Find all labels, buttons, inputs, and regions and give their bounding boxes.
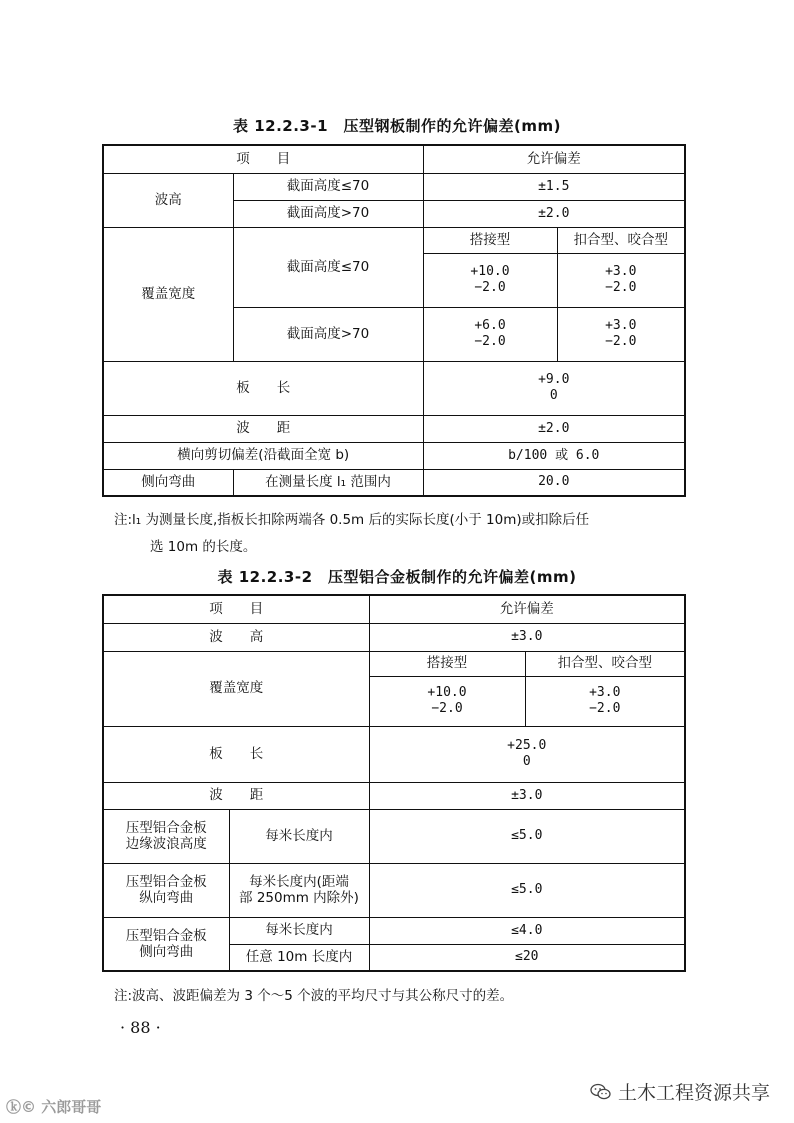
t1-boju-v: ±2.0 [423,415,685,442]
t1-cexiang: 侧向弯曲 [103,469,233,496]
t1-cexiang-v: 20.0 [423,469,685,496]
t1-banchang: 板 长 [103,361,423,415]
t2-bogao: 波 高 [103,623,369,651]
t2-r3-v1: ≤4.0 [369,917,685,944]
page-number: · 88 · [120,1018,161,1037]
t2-r3-sub2: 任意 10m 长度内 [229,944,369,971]
table1-note-line2: 选 10m 的长度。 [150,539,257,555]
t2-r1-v: ≤5.0 [369,809,685,863]
table2-note: 注:波高、波距偏差为 3 个～5 个波的平均尺寸与其公称尺寸的差。 [114,988,514,1004]
table2-caption: 表 12.2.3-2 压型铝合金板制作的允许偏差(mm) [217,568,577,586]
watermark-right-text: 土木工程资源共享 [618,1082,771,1104]
watermark-left: ⓚ© 六郎哥哥 [6,1098,102,1116]
t1-fg-le70-kouhe: +3.0 −2.0 [557,253,685,307]
t2-header-item: 项 目 [103,595,369,623]
t1-fg-jm-gt70: 截面高度>70 [233,307,423,361]
table1-note-line1: 注:l₁ 为测量长度,指板长扣除两端各 0.5m 后的实际长度(小于 10m)或扣除后任 [114,512,590,528]
t1-boju: 波 距 [103,415,423,442]
wechat-icon [590,1083,612,1101]
t1-jm-le70: 截面高度≤70 [233,173,423,200]
t2-r1-label: 压型铝合金板 边缘波浪高度 [103,809,229,863]
t1-header-item: 项 目 [103,145,423,173]
t1-bogao-v1: ±1.5 [423,173,685,200]
t2-bogao-v: ±3.0 [369,623,685,651]
t1-fg-jm-le70: 截面高度≤70 [233,227,423,307]
t2-kouhe: 扣合型、咬合型 [525,651,685,676]
t2-dajie: 搭接型 [369,651,525,676]
t2-fg-kouhe: +3.0 −2.0 [525,676,685,726]
t1-fg-le70-dajie: +10.0 −2.0 [423,253,557,307]
t2-header-deviation: 允许偏差 [369,595,685,623]
t2-fugai: 覆盖宽度 [103,651,369,726]
t2-r2-label: 压型铝合金板 纵向弯曲 [103,863,229,917]
t2-r2-v: ≤5.0 [369,863,685,917]
t1-fugai: 覆盖宽度 [103,227,233,361]
t1-jm-gt70: 截面高度>70 [233,200,423,227]
t2-banchang: 板 长 [103,726,369,782]
table1-caption: 表 12.2.3-1 压型钢板制作的允许偏差(mm) [232,117,561,135]
t1-cexiang-sub: 在测量长度 l₁ 范围内 [233,469,423,496]
t1-fg-gt70-kouhe: +3.0 −2.0 [557,307,685,361]
t1-fg-gt70-dajie: +6.0 −2.0 [423,307,557,361]
t2-boju: 波 距 [103,782,369,809]
t1-header-deviation: 允许偏差 [423,145,685,173]
t2-fg-dajie: +10.0 −2.0 [369,676,525,726]
t2-r1-sub: 每米长度内 [229,809,369,863]
t1-dajie: 搭接型 [423,227,557,253]
t1-bogao-v2: ±2.0 [423,200,685,227]
t2-boju-v: ±3.0 [369,782,685,809]
t2-r3-sub1: 每米长度内 [229,917,369,944]
t1-hengxiang: 横向剪切偏差(沿截面全宽 b) [103,442,423,469]
t2-r3-v2: ≤20 [369,944,685,971]
watermark-right [590,1078,770,1105]
t2-banchang-v: +25.0 0 [369,726,685,782]
t1-banchang-v: +9.0 0 [423,361,685,415]
t2-r2-sub: 每米长度内(距端 部 250mm 内除外) [229,863,369,917]
t2-r3-label: 压型铝合金板 侧向弯曲 [103,917,229,971]
table2 [102,594,686,972]
table1 [102,144,686,497]
t1-kouhe: 扣合型、咬合型 [557,227,685,253]
t1-bogao: 波高 [103,173,233,227]
t1-hengxiang-v: b/100 或 6.0 [423,442,685,469]
